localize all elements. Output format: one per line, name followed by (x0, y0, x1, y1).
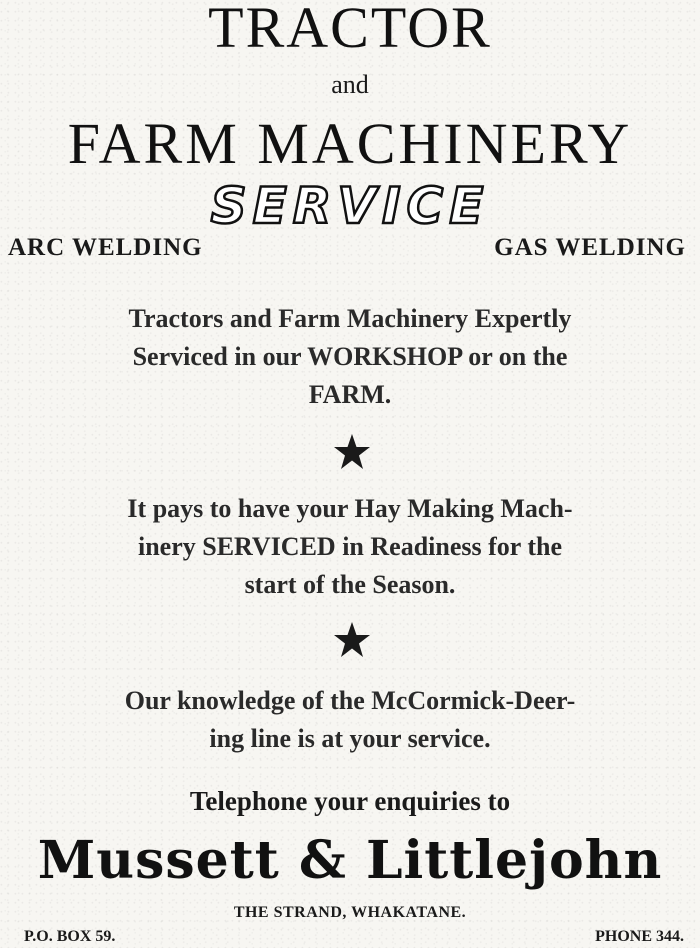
gas-welding-label: GAS WELDING (494, 234, 686, 261)
headline-farm-machinery: FARM MACHINERY (67, 111, 633, 176)
paragraph-line: Our knowledge of the McCormick-Deer- (124, 686, 576, 715)
arc-welding-label: ARC WELDING (8, 234, 203, 261)
paragraph-line: Serviced in our WORKSHOP or on the (132, 342, 568, 371)
paragraph-line: inery SERVICED in Readiness for the (137, 532, 563, 561)
paragraph-servicing (0, 300, 700, 414)
paragraph-line: FARM. (308, 380, 392, 409)
telephone-line: Telephone your enquiries to (189, 786, 511, 816)
headline-tractor: TRACTOR (208, 0, 492, 60)
star-icon (332, 620, 372, 660)
address: THE STRAND, WHAKATANE. (233, 904, 467, 921)
paragraph-line: start of the Season. (244, 570, 456, 599)
po-box: P.O. BOX 59. (24, 928, 116, 945)
firm-name: Mussett & Littlejohn (37, 830, 663, 891)
headline-service: SERVICE (210, 177, 490, 235)
paragraph-hay-making (0, 490, 700, 604)
star-icon (332, 432, 372, 472)
phone-number: PHONE 344. (595, 928, 684, 945)
paragraph-line: ing line is at your service. (209, 724, 491, 753)
paragraph-line: It pays to have your Hay Making Mach- (127, 494, 573, 523)
paragraph-line: Tractors and Farm Machinery Expertly (128, 304, 572, 333)
headline-and: and (331, 70, 369, 99)
paragraph-mccormick (0, 682, 700, 758)
